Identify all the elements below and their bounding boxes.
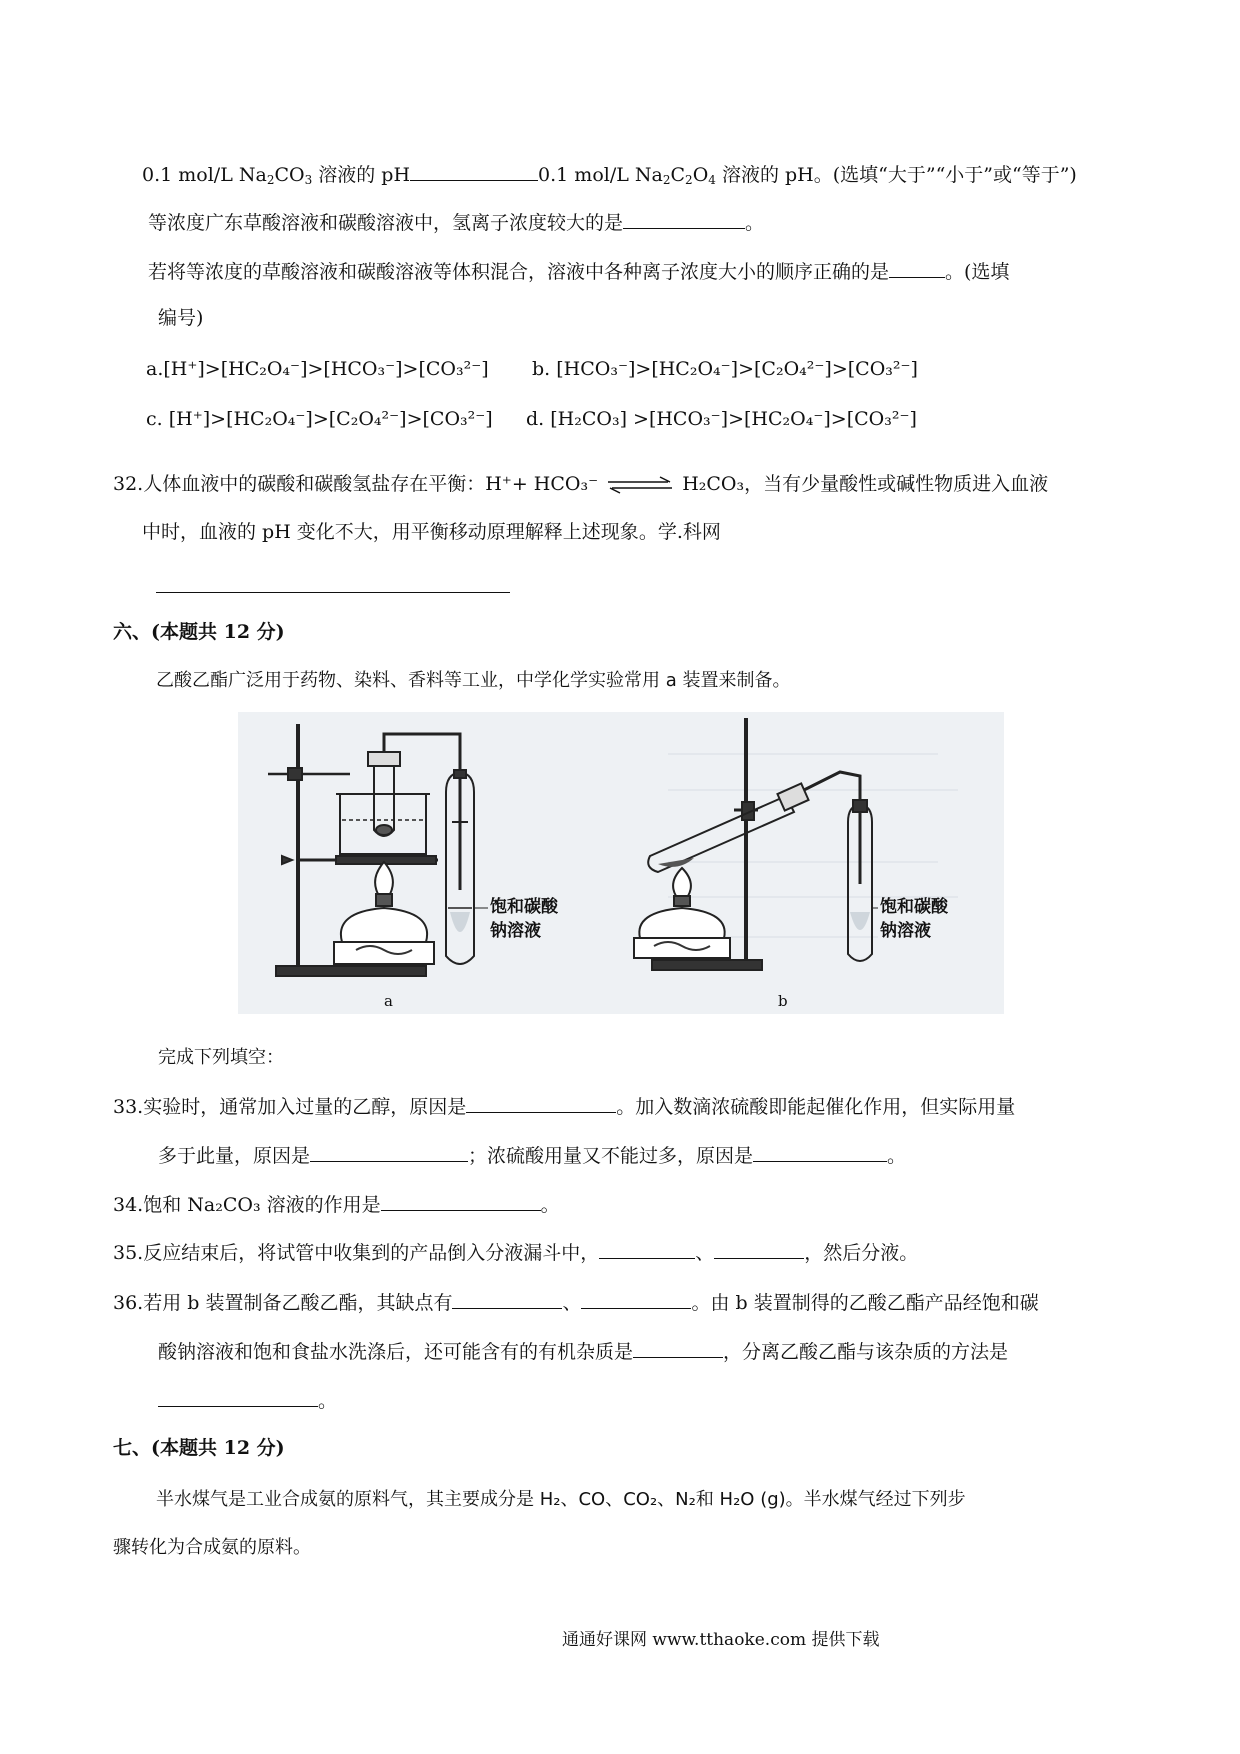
q36-text: 、 bbox=[562, 1292, 582, 1314]
answer-blank[interactable] bbox=[633, 1337, 723, 1358]
section-6-heading: 六、(本题共 12 分) bbox=[113, 621, 285, 643]
q33-text: 。加入数滴浓硫酸即能起催化作用，但实际用量 bbox=[616, 1096, 1016, 1118]
q31-line3 bbox=[148, 257, 1009, 286]
q32-text: H₂CO₃，当有少量酸性或碱性物质进入血液 bbox=[682, 473, 1049, 495]
q34-line bbox=[113, 1190, 560, 1219]
figure-label-solution-b: 钠溶液 bbox=[880, 921, 931, 941]
page-footer: 通通好课网 www.tthaoke.com 提供下载 bbox=[562, 1630, 880, 1650]
q32-text: 32.人体血液中的碳酸和碳酸氢盐存在平衡：H⁺+ HCO₃⁻ bbox=[113, 473, 599, 495]
q36-line1 bbox=[113, 1288, 1039, 1317]
q31-text: 溶液的 pH bbox=[318, 164, 411, 186]
figure-caption-a: a bbox=[384, 992, 393, 1010]
apparatus-diagram bbox=[238, 712, 1004, 1014]
answer-blank[interactable] bbox=[466, 1092, 616, 1113]
section-6-intro: 乙酸乙酯广泛用于药物、染料、香料等工业，中学化学实验常用 a 装置来制备。 bbox=[156, 670, 791, 691]
q34-text: 。 bbox=[540, 1194, 560, 1216]
section-7-line2: 骤转化为合成氨的原料。 bbox=[113, 1537, 311, 1558]
figure-caption-b: b bbox=[778, 992, 788, 1010]
q36-text: 。 bbox=[318, 1390, 338, 1412]
answer-blank[interactable] bbox=[623, 208, 745, 229]
answer-blank[interactable] bbox=[714, 1238, 804, 1259]
q36-text: 36.若用 b 装置制备乙酸乙酯，其缺点有 bbox=[113, 1292, 453, 1314]
q35-text: 35.反应结束后，将试管中收集到的产品倒入分液漏斗中， bbox=[113, 1242, 600, 1264]
q31-text: 若将等浓度的草酸溶液和碳酸溶液等体积混合，溶液中各种离子浓度大小的顺序正确的是 bbox=[148, 261, 890, 283]
answer-blank[interactable] bbox=[156, 572, 510, 593]
q31-text: 等浓度广东草酸溶液和碳酸溶液中，氢离子浓度较大的是 bbox=[148, 212, 624, 234]
q31-text: 0.1 mol/L Na bbox=[142, 164, 267, 186]
q31-text: O bbox=[692, 164, 709, 186]
answer-blank[interactable] bbox=[889, 257, 945, 278]
q31-text: 。(选填 bbox=[945, 261, 1010, 283]
option-c: c. [H⁺]>[HC₂O₄⁻]>[C₂O₄²⁻]>[CO₃²⁻] bbox=[146, 408, 493, 430]
q33-text: 。 bbox=[887, 1145, 907, 1167]
q32-line1 bbox=[113, 470, 1048, 498]
q34-text: 34.饱和 Na₂CO₃ 溶液的作用是 bbox=[113, 1194, 381, 1216]
option-a: a.[H⁺]>[HC₂O₄⁻]>[HCO₃⁻]>[CO₃²⁻] bbox=[146, 358, 489, 380]
q31-text: CO bbox=[274, 164, 305, 186]
option-d: d. [H₂CO₃] >[HCO₃⁻]>[HC₂O₄⁻]>[CO₃²⁻] bbox=[526, 408, 917, 430]
q36-line3 bbox=[158, 1386, 337, 1415]
q31-text: 。 bbox=[745, 212, 765, 234]
q31-line1: 0.1 mol/L $Na_2CO_3$ 溶液的 pH 0.1 mol/L $Na_2C_2O_4$ 溶液的 pH。(选填“大于”“小于”或“等于”) bbox=[142, 160, 1077, 189]
answer-blank[interactable] bbox=[310, 1141, 468, 1162]
q36-text: 酸钠溶液和饱和食盐水洗涤后，还可能含有的有机杂质是 bbox=[158, 1341, 634, 1363]
answer-blank[interactable] bbox=[581, 1288, 691, 1309]
answer-blank[interactable] bbox=[599, 1238, 695, 1259]
q32-line2: 中时，血液的 pH 变化不大，用平衡移动原理解释上述现象。学.科网 bbox=[142, 521, 721, 543]
answer-blank[interactable] bbox=[381, 1190, 541, 1211]
q31-text: C bbox=[670, 164, 686, 186]
figure-label-saturated-b: 饱和碳酸 bbox=[880, 897, 948, 917]
section-7-line1: 半水煤气是工业合成氨的原料气，其主要成分是 H₂、CO、CO₂、N₂和 H₂O (g)。半水煤气经过下列步 bbox=[156, 1489, 966, 1510]
q33-text: ；浓硫酸用量又不能过多，原因是 bbox=[468, 1145, 754, 1167]
q33-line1 bbox=[113, 1092, 1015, 1121]
q31-line2 bbox=[148, 208, 764, 237]
q35-text: 、 bbox=[695, 1242, 715, 1264]
q33-text: 33.实验时，通常加入过量的乙醇，原因是 bbox=[113, 1096, 467, 1118]
section-7-heading: 七、(本题共 12 分) bbox=[113, 1437, 285, 1459]
q31-text: 0.1 mol/L Na bbox=[538, 164, 663, 186]
q31-text: 溶液的 pH。(选填“大于”“小于”或“等于”) bbox=[721, 164, 1077, 186]
q31-line4: 编号) bbox=[158, 307, 204, 329]
q33-line2 bbox=[158, 1141, 906, 1170]
figure-label-saturated-a: 饱和碳酸 bbox=[490, 897, 558, 917]
q33-text: 多于此量，原因是 bbox=[158, 1145, 311, 1167]
fill-in-title: 完成下列填空： bbox=[158, 1047, 284, 1068]
q35-text: ，然后分液。 bbox=[804, 1242, 919, 1264]
equilibrium-arrow-icon bbox=[604, 476, 676, 494]
answer-blank[interactable] bbox=[158, 1386, 318, 1407]
apparatus-figure bbox=[238, 712, 1004, 1014]
q36-text: ，分离乙酸乙酯与该杂质的方法是 bbox=[723, 1341, 1009, 1363]
figure-label-solution-a: 钠溶液 bbox=[490, 921, 541, 941]
q35-line bbox=[113, 1238, 918, 1267]
answer-blank[interactable] bbox=[452, 1288, 562, 1309]
q36-line2 bbox=[158, 1337, 1008, 1366]
answer-blank[interactable] bbox=[410, 160, 538, 181]
q36-text: 。由 b 装置制得的乙酸乙酯产品经饱和碳 bbox=[691, 1292, 1039, 1314]
answer-blank[interactable] bbox=[753, 1141, 887, 1162]
option-b: b. [HCO₃⁻]>[HC₂O₄⁻]>[C₂O₄²⁻]>[CO₃²⁻] bbox=[532, 358, 918, 380]
